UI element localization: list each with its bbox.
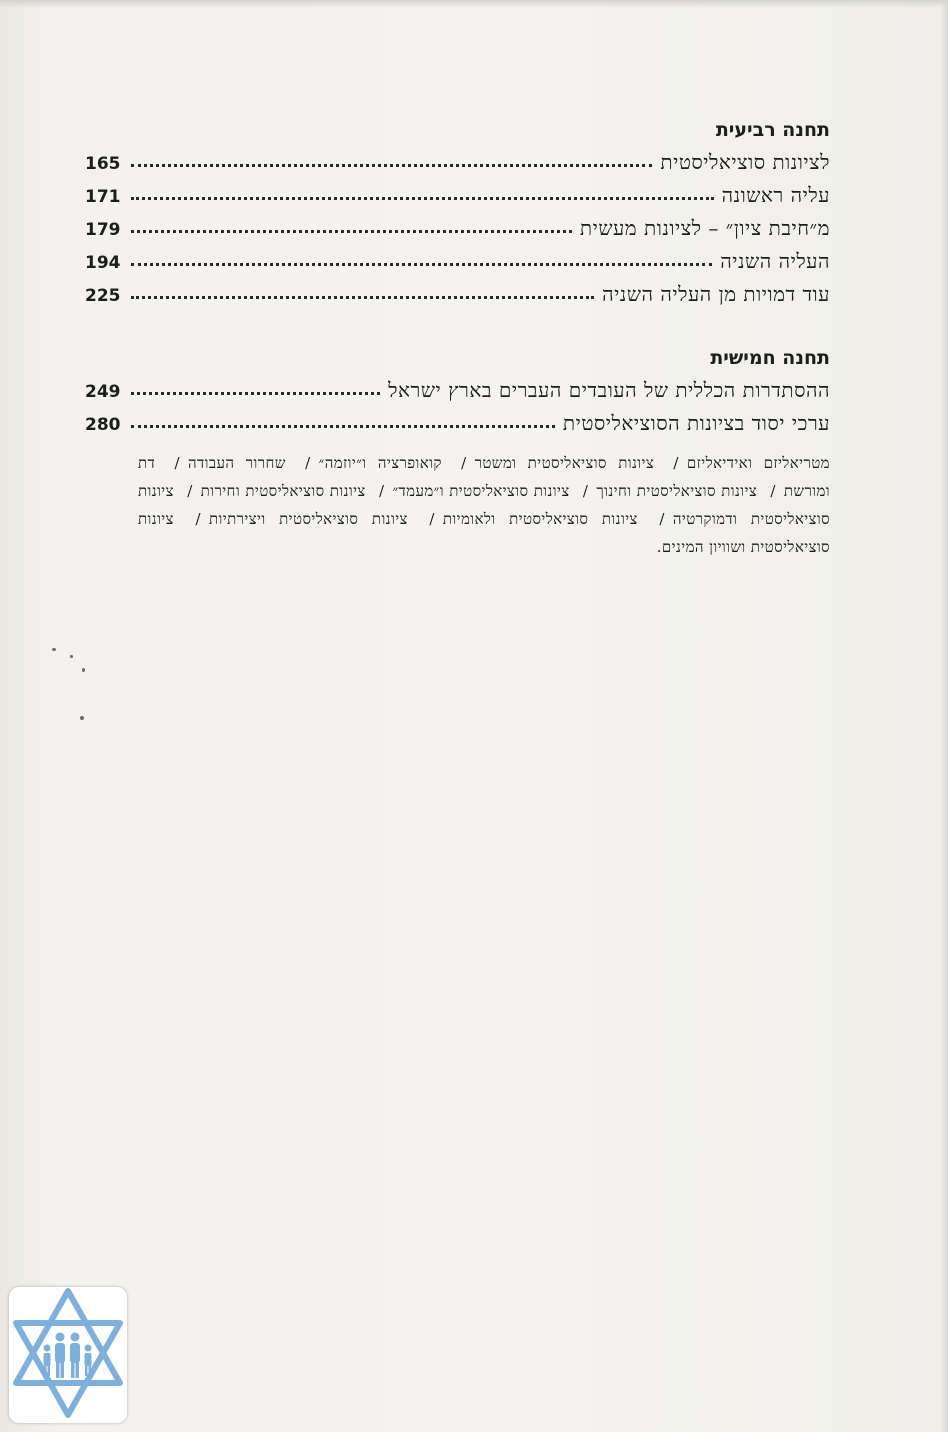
toc-entry-title: לציונות סוציאליסטית bbox=[660, 150, 830, 174]
subtopic-item: דת ומורשת bbox=[138, 454, 830, 500]
page-top-edge bbox=[0, 0, 948, 8]
dot-leader bbox=[131, 411, 555, 428]
dot-leader bbox=[131, 378, 380, 395]
dot-leader bbox=[131, 150, 652, 167]
subtopic-separator: / bbox=[461, 454, 467, 472]
dot-leader bbox=[131, 216, 572, 233]
dot-leader bbox=[131, 249, 712, 266]
subtopic-separator: / bbox=[174, 454, 180, 472]
toc-entry[interactable] bbox=[85, 150, 830, 183]
scan-speck bbox=[70, 655, 73, 658]
scan-speck bbox=[82, 668, 85, 672]
subtopic-item: ציונות סוציאליסטית ו״מעמד״ bbox=[392, 482, 570, 500]
subtopics-paragraph bbox=[138, 449, 830, 561]
toc-entry[interactable] bbox=[85, 411, 830, 444]
scan-speck bbox=[52, 648, 56, 651]
subtopic-separator: / bbox=[305, 454, 311, 472]
page-right-edge bbox=[940, 0, 948, 1432]
subtopic-separator: / bbox=[770, 482, 776, 500]
subtopic-item: ציונות סוציאליסטית ומשטר bbox=[474, 454, 655, 472]
subtopic-separator: / bbox=[378, 482, 385, 500]
toc-entry-title: עוד דמויות מן העליה השניה bbox=[602, 282, 830, 306]
toc-entry-title: מ״חיבת ציון״ – לציונות מעשית bbox=[579, 216, 830, 240]
dot-leader bbox=[131, 282, 594, 299]
toc-section-fifth-station bbox=[85, 344, 830, 444]
toc-entry-page: 194 bbox=[85, 253, 121, 273]
subtopic-separator: / bbox=[195, 510, 201, 528]
subtopic-item: קואופרציה ו״יוזמה״ bbox=[318, 454, 442, 472]
section-title: תחנה רביעית bbox=[715, 119, 830, 141]
toc-entry[interactable] bbox=[85, 378, 830, 411]
subtopic-item: ציונות סוציאליסטית ודמוקרטיה bbox=[138, 482, 831, 528]
subtopic-separator: / bbox=[187, 482, 193, 500]
subtopic-separator: / bbox=[659, 510, 665, 528]
star-of-david-family-icon bbox=[9, 1287, 127, 1423]
subtopic-item: ציונות סוציאליסטית וחינוך bbox=[596, 482, 758, 500]
toc-entry-page: 280 bbox=[85, 415, 121, 435]
toc-entry-page: 249 bbox=[85, 382, 121, 402]
toc-entry[interactable] bbox=[85, 282, 830, 315]
toc-entry[interactable] bbox=[85, 216, 830, 249]
subtopic-separator: / bbox=[582, 482, 589, 500]
toc-entry-title: ערכי יסוד בציונות הסוציאליסטית bbox=[562, 411, 830, 435]
scan-speck bbox=[80, 716, 84, 720]
subtopic-item: ציונות סוציאליסטית ושוויון המינים. bbox=[138, 510, 830, 556]
subtopic-separator: / bbox=[429, 510, 435, 528]
section-title: תחנה חמישית bbox=[710, 347, 830, 369]
toc-entry-title: עליה ראשונה bbox=[721, 183, 830, 207]
site-logo bbox=[9, 1287, 127, 1423]
subtopic-item: מטריאליזם ואידיאליזם bbox=[686, 454, 830, 472]
toc-entry-title: העליה השניה bbox=[720, 249, 830, 273]
toc-entry-page: 225 bbox=[85, 286, 121, 306]
toc-section-fourth-station bbox=[85, 116, 830, 315]
subtopic-separator: / bbox=[673, 454, 679, 472]
dot-leader bbox=[131, 183, 714, 200]
toc-entry[interactable] bbox=[85, 183, 830, 216]
toc-entry-page: 171 bbox=[85, 187, 121, 207]
toc-entry-page: 165 bbox=[85, 154, 121, 174]
toc-entry-page: 179 bbox=[85, 220, 121, 240]
subtopic-item: ציונות סוציאליסטית ולאומיות bbox=[442, 510, 638, 528]
subtopic-item: ציונות סוציאליסטית ויצירתיות bbox=[208, 510, 408, 528]
subtopic-item: ציונות סוציאליסטית וחירות bbox=[200, 482, 366, 500]
toc-entry[interactable] bbox=[85, 249, 830, 282]
toc-entry-title: ההסתדרות הכללית של העובדים העברים בארץ ישראל bbox=[388, 378, 830, 402]
subtopic-item: שחרור העבודה bbox=[187, 454, 286, 472]
